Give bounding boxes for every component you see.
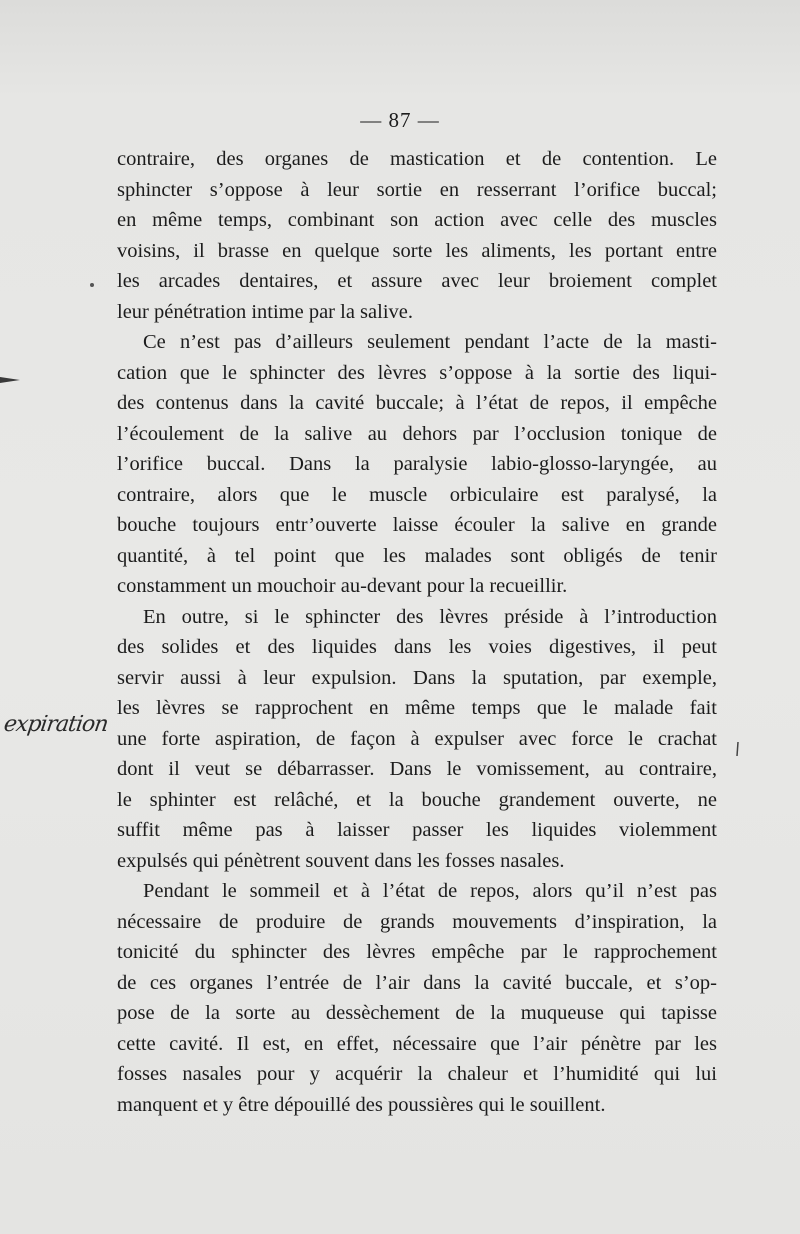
text-line: servir aussi à leur expulsion. Dans la sputation, par exemple, [117, 666, 717, 689]
text-line: manquent et y être dépouillé des poussières qui le souillent. [117, 1093, 606, 1116]
text-line: constamment un mouchoir au-devant pour la recueillir. [117, 575, 568, 597]
page-number: — 87 — [360, 108, 440, 132]
text-line: leur pénétration intime par la salive. [117, 300, 413, 323]
text-line: en même temps, combinant son action avec celle des muscles [117, 209, 717, 231]
stray-dot-mark [90, 283, 94, 287]
margin-arrow-mark [0, 376, 20, 384]
text-line: En outre, si le sphincter des lèvres préside à l’introduction [143, 605, 717, 628]
paragraph-2 [117, 327, 717, 602]
text-line: une forte aspiration, de façon à expulser avec force le crachat [117, 727, 717, 750]
text-line: bouche toujours entr’ouverte laisse écouler la salive en grande [117, 514, 717, 536]
text-line: tonicité du sphincter des lèvres empêche par le rapprochement [117, 941, 717, 963]
text-line: l’orifice buccal. Dans la paralysie labio-glosso-laryngée, au [117, 453, 717, 475]
text-line: cation que le sphincter des lèvres s’oppose à la sortie des liqui- [117, 361, 717, 384]
paragraph-3 [117, 602, 717, 877]
text-line: quantité, à tel point que les malades sont obligés de tenir [117, 544, 717, 567]
text-line: l’écoulement de la salive au dehors par l’occlusion tonique de [117, 422, 717, 445]
text-line: nécessaire de produire de grands mouvements d’inspiration, la [117, 910, 717, 933]
text-line: pose de la sorte au dessèchement de la muqueuse qui tapisse [117, 1002, 717, 1024]
paragraph-1 [117, 144, 717, 327]
body-text [117, 144, 717, 1120]
text-line: les lèvres se rapprochent en même temps que le malade fait [117, 697, 717, 719]
text-line: expulsés qui pénètrent souvent dans les fosses nasales. [117, 849, 565, 872]
text-line: de ces organes l’entrée de l’air dans la cavité buccale, et s’op- [117, 971, 717, 994]
text-line: Ce n’est pas d’ailleurs seulement pendant l’acte de la masti- [143, 331, 717, 353]
text-line: dont il veut se débarrasser. Dans le vomissement, au contraire, [117, 758, 717, 780]
text-line: suffit même pas à laisser passer les liquides violemment [117, 819, 717, 841]
text-line: des solides et des liquides dans les voies digestives, il peut [117, 636, 717, 658]
text-line: Pendant le sommeil et à l’état de repos, alors qu’il n’est pas [143, 880, 717, 902]
text-line: les arcades dentaires, et assure avec leur broiement complet [117, 270, 717, 292]
pencil-tick-mark [736, 742, 740, 756]
text-line: des contenus dans la cavité buccale; à l’état de repos, il empêche [117, 392, 717, 414]
text-line: contraire, alors que le muscle orbiculaire est paralysé, la [117, 483, 717, 506]
text-line: voisins, il brasse en quelque sorte les aliments, les portant entre [117, 239, 717, 262]
paragraph-4 [117, 876, 717, 1120]
text-line: cette cavité. Il est, en effet, nécessaire que l’air pénètre par les [117, 1032, 717, 1055]
text-line: le sphinter est relâché, et la bouche grandement ouverte, ne [117, 788, 717, 811]
text-line: sphincter s’oppose à leur sortie en resserrant l’orifice buccal; [117, 178, 717, 201]
handwritten-margin-note: expiration [2, 712, 110, 737]
text-line: fosses nasales pour y acquérir la chaleur et l’humidité qui lui [117, 1063, 717, 1085]
text-line: contraire, des organes de mastication et de contention. Le [117, 148, 717, 170]
